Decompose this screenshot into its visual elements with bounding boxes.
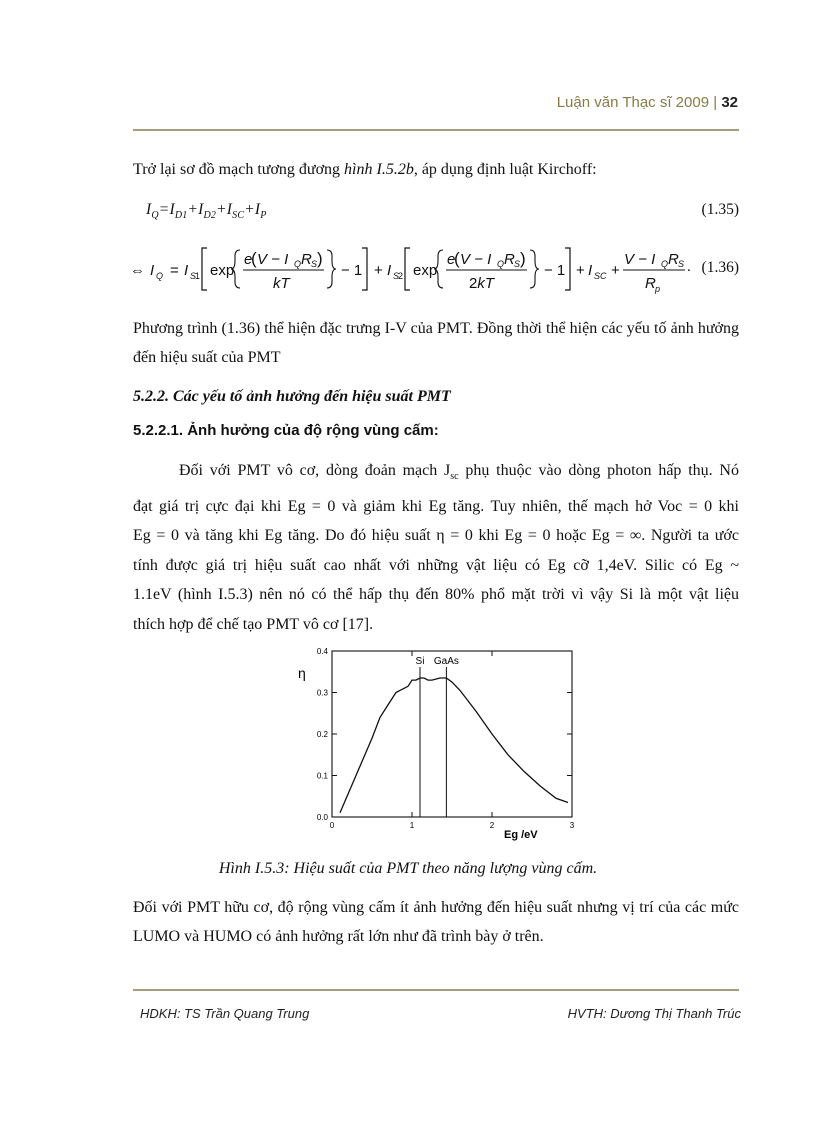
body-line-4: tính được giá trị hiệu suất cao nhất với những vật liệu có Eg cỡ 1,4eV. Silic có Eg ~	[133, 556, 739, 574]
svg-text:Q: Q	[661, 259, 669, 269]
svg-text:exp: exp	[210, 262, 235, 279]
svg-text:1: 1	[195, 271, 201, 281]
svg-text:e: e	[447, 251, 456, 268]
svg-text:2kT: 2kT	[469, 275, 495, 292]
y-axis-label: η	[298, 665, 306, 681]
svg-text:S: S	[393, 271, 400, 281]
efficiency-chart	[290, 640, 590, 845]
body-line-5: 1.1eV (hình I.5.3) nên nó có thể hấp thụ đến 80% phổ mặt trời vì vậy Si là một vật liệu	[133, 586, 739, 604]
svg-text:R: R	[668, 251, 679, 268]
page-header	[557, 94, 738, 111]
y-tick-label: 0.3	[316, 688, 328, 698]
svg-text:2: 2	[398, 271, 404, 281]
annotation-label: Si	[415, 656, 425, 667]
body-line-6: thích hợp để chế tạo PMT vô cơ [17].	[133, 615, 374, 633]
footer-rule	[133, 989, 739, 991]
equation-1-35: $I_Q=I_{D1}+I_{D2}+I_{SC}+I_P$	[146, 201, 267, 222]
svg-text:e: e	[244, 251, 253, 268]
svg-text:R: R	[301, 251, 312, 268]
intro-figure-ref: hình I.5.2b	[344, 161, 414, 178]
y-tick-label: 0.0	[316, 813, 328, 822]
subsection-heading: 5.2.2.1. Ảnh hưởng của độ rộng vùng cấm:	[133, 422, 439, 439]
body-line-3: Eg = 0 và tăng khi Eg tăng. Do đó hiệu suất η = 0 khi Eg = 0 hoặc Eg = ∞. Người ta ước	[133, 527, 739, 545]
caption-text: Hiệu suất của PMT theo năng lượng vùng cấm.	[289, 860, 598, 877]
equation-number-1-35: (1.35)	[701, 201, 739, 218]
svg-text:V − I: V − I	[460, 251, 492, 268]
x-tick-label: 0	[329, 821, 335, 830]
y-tick-label: 0.2	[316, 730, 328, 739]
footer-student: HVTH: Dương Thị Thanh Trúc	[567, 1006, 741, 1021]
intro-text-end: , áp dụng định luật Kirchoff:	[413, 161, 597, 178]
svg-text:SC: SC	[594, 271, 607, 281]
svg-text:): )	[520, 249, 526, 268]
svg-text:=: =	[170, 262, 179, 279]
x-axis-label: Eg /eV	[504, 829, 538, 841]
svg-text:V − I: V − I	[257, 251, 289, 268]
svg-text:⇔: ⇔	[130, 262, 145, 279]
annotation-label: GaAs	[433, 656, 459, 667]
header-separator: |	[713, 94, 718, 111]
section-heading: 5.2.2. Các yếu tố ảnh hưởng đến hiệu suất PMT	[133, 388, 451, 405]
y-tick-label: 0.1	[316, 771, 328, 781]
footer-supervisor: HDKH: TS Trần Quang Trung	[140, 1006, 310, 1021]
svg-text:I: I	[387, 262, 392, 279]
svg-text:(: (	[454, 249, 460, 268]
svg-text:kT: kT	[273, 275, 290, 292]
svg-text:I: I	[588, 262, 593, 279]
svg-text:+: +	[576, 262, 585, 279]
svg-text:R: R	[645, 275, 656, 292]
body-line-2: đạt giá trị cực đại khi Eg = 0 và giảm khi Eg tăng. Tuy nhiên, thế mạch hở Voc = 0 khi	[133, 497, 739, 515]
svg-text:R: R	[504, 251, 515, 268]
efficiency-curve	[340, 678, 568, 813]
body-line-1: Đối với PMT vô cơ, dòng đoản mạch $J_{sc}$ phụ thuộc vào dòng photon hấp thụ. Nó	[179, 462, 739, 483]
intro-paragraph	[133, 155, 739, 184]
caption-prefix: Hình I.5.3:	[218, 860, 290, 877]
header-rule	[133, 129, 739, 131]
svg-text:Q: Q	[294, 259, 302, 269]
figure-caption	[0, 860, 816, 878]
x-tick-label: 1	[409, 821, 415, 830]
plot-frame	[332, 651, 572, 817]
svg-text:I: I	[184, 262, 189, 279]
body-paragraph	[133, 456, 739, 639]
paragraph-1: Phương trình (1.36) thể hiện đặc trưng I-V của PMT. Đồng thời thể hiện các yếu tố ảnh hưởng đến hiệu suất của PMT	[133, 320, 739, 366]
svg-text:S: S	[311, 259, 318, 269]
svg-text:− 1: − 1	[544, 262, 566, 279]
equation-1-36-period: .	[687, 259, 691, 275]
x-tick-label: 3	[569, 821, 575, 830]
intro-text: Trở lại sơ đồ mạch tương đương	[133, 161, 345, 178]
svg-text:): )	[317, 249, 323, 268]
svg-text:exp: exp	[413, 262, 438, 279]
x-tick-label: 2	[489, 821, 495, 830]
paragraph-2: Đối với PMT hữu cơ, độ rộng vùng cấm ít ảnh hưởng đến hiệu suất nhưng vị trí của các mức LUMO và HUMO có ảnh hưởng rất lớn như đã trình bày ở trên.	[133, 899, 739, 945]
svg-text:Q: Q	[497, 259, 505, 269]
page-number: 32	[721, 94, 738, 111]
svg-text:I: I	[150, 262, 155, 279]
svg-text:S: S	[678, 259, 685, 269]
svg-text:(: (	[251, 249, 257, 268]
svg-text:S: S	[514, 259, 521, 269]
svg-text:− 1: − 1	[341, 262, 363, 279]
header-title: Luận văn Thạc sĩ 2009	[556, 94, 710, 111]
svg-text:S: S	[190, 271, 197, 281]
svg-text:V − I: V − I	[624, 251, 656, 268]
svg-text:Q: Q	[156, 271, 164, 281]
svg-text:p: p	[655, 284, 661, 294]
y-tick-label: 0.4	[316, 647, 328, 656]
equation-number-1-36: (1.36)	[701, 259, 739, 276]
equation-1-36	[128, 238, 688, 300]
svg-text:+: +	[374, 262, 383, 279]
svg-text:+: +	[611, 262, 620, 279]
